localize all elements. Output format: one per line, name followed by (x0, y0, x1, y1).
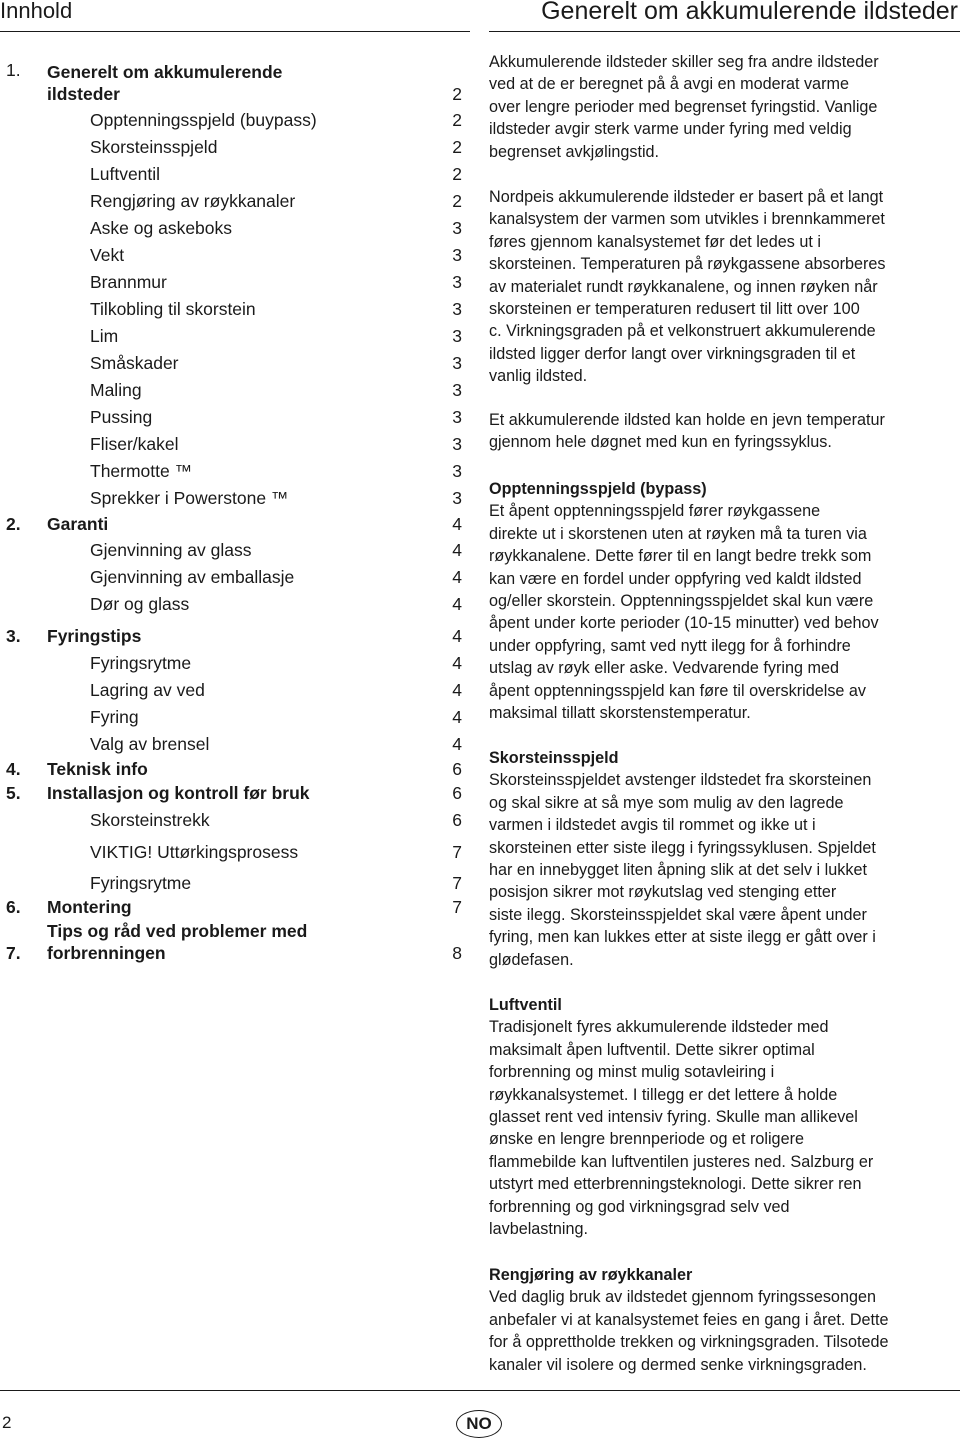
contents-title: Innhold (0, 0, 73, 23)
text-line: forbrenning og god virkningsgrad selv ved (489, 1197, 790, 1216)
text-line: Et akkumulerende ildsted kan holde en jevn temperatur (489, 411, 885, 429)
text-line: varmen i ildstedet avgis til rommet og ikke ut i (489, 816, 816, 835)
toc-entry-title: Brannmur (90, 272, 167, 292)
text-line: åpent opptenningsspjeld kan føre til overskridelse av (489, 681, 867, 700)
toc-page-number: 3 (452, 218, 462, 238)
text-line: over lengre perioder med begrenset fyringstid. Vanlige (489, 97, 878, 116)
toc-entry-title: Lim (90, 326, 119, 346)
text-line: for å opprettholde trekken og virkningsgraden. Tilsotede (489, 1333, 889, 1352)
toc-entry-title: Gjenvinning av glass (90, 540, 252, 560)
toc-chapter-title: Generelt om akkumulerende (47, 62, 283, 82)
text-section (489, 51, 879, 163)
text-line: Ved daglig bruk av ildstedet gjennom fyringssesongen (489, 1288, 876, 1307)
text-line: utstyrt med etterbrenningsteknologi. Dette sikrer ren (489, 1175, 862, 1194)
section-heading: Opptenningsspjeld (bypass) (489, 480, 707, 498)
text-line: posisjon sikrer mot røykutslag ved stenging etter (489, 883, 837, 902)
text-line: c. Virkningsgraden på et velkonstruert akkumulerende (489, 322, 876, 341)
language-badge: NO (456, 1410, 502, 1438)
toc-chapter-number: 2. (6, 514, 21, 534)
text-line: maksimalt åpen luftventil. Dette sikrer optimal (489, 1040, 815, 1059)
toc-page-number: 7 (452, 897, 462, 917)
toc-page-number: 2 (452, 164, 462, 184)
toc-chapter-title: Fyringstips (47, 626, 142, 646)
toc-page-number: 4 (452, 626, 462, 646)
section-heading: Rengjøring av røykkanaler (489, 1266, 693, 1284)
toc-page-number: 3 (452, 353, 462, 373)
text-line: kan være en fordel under oppfyring ved kaldt ildsted (489, 569, 862, 588)
toc-page-number: 2 (452, 84, 462, 104)
toc-page-number: 7 (452, 842, 462, 862)
text-line: føres gjennom kanalsystemet før det ledes ut i (489, 232, 821, 251)
toc-page-number: 2 (452, 191, 462, 211)
text-line: gjennom hele døgnet med kun en fyringssyklus. (489, 433, 832, 452)
text-line: ønske en lengre brennperiode og et roligere (489, 1130, 804, 1149)
toc-page-number: 4 (452, 540, 462, 560)
text-line: ildsteder avgir sterk varme under fyring med veldig (489, 120, 852, 139)
toc-entry-title: Gjenvinning av emballasje (90, 567, 295, 587)
toc-entry-title: Maling (90, 380, 142, 400)
text-line: Skorsteinsspjeldet avstenger ildstedet fra skorsteinen (489, 771, 872, 790)
toc-entry-title: Thermotte ™ (90, 461, 193, 481)
toc-entry-title: Lagring av ved (90, 680, 205, 700)
toc-page-number: 4 (452, 734, 462, 754)
toc-entry-title: Fyring (90, 707, 139, 727)
toc-page-number: 3 (452, 488, 462, 508)
toc-entry-title: VIKTIG! Uttørkingsprosess (90, 842, 299, 862)
toc-entry-title: Opptenningsspjeld (buypass) (90, 110, 317, 130)
toc-page-number: 3 (452, 407, 462, 427)
toc-chapter-title: Garanti (47, 514, 109, 534)
toc-page-number: 6 (452, 783, 462, 803)
toc-entry-title: Dør og glass (90, 594, 190, 614)
toc-chapter-number: 4. (6, 759, 21, 779)
text-line: har en innebygget liten åpning slik at det selv i lukket (489, 861, 867, 880)
text-line: maksimal tillatt skorstenstemperatur. (489, 704, 751, 723)
text-line: av materialet rundt røykkanalene, og innen røyken når (489, 277, 878, 296)
toc-page-number: 4 (452, 567, 462, 587)
toc-page-number: 2 (452, 137, 462, 157)
page-number: 2 (2, 1413, 12, 1432)
toc-page-number: 6 (452, 759, 462, 779)
text-line: under oppfyring, samt ved nytt ilegg for å forhindre (489, 636, 851, 655)
toc-chapter-number: 6. (6, 897, 21, 917)
toc-entry-title: Luftventil (90, 164, 161, 184)
text-line: direkte ut i skorstenen uten at røyken må ta turen via (489, 524, 867, 543)
text-line: og skal sikre at så mye som mulig av den lagrede (489, 793, 844, 812)
toc-chapter-title: forbrenningen (47, 943, 166, 963)
text-section (489, 1264, 889, 1376)
header-divider-right (489, 31, 960, 32)
text-line: Tradisjonelt fyres akkumulerende ildsteder med (489, 1018, 829, 1037)
toc-entry-title: Sprekker i Powerstone ™ (90, 488, 289, 508)
text-line: røykkanalene. Dette fører til en langt bedre trekk som (489, 547, 872, 566)
section-heading: Luftventil (489, 996, 562, 1014)
toc-chapter-number: 3. (6, 626, 21, 646)
toc-entry-title: Pussing (90, 407, 153, 427)
text-line: utslag av røyk eller aske. Vedvarende fyring med (489, 659, 839, 678)
toc-page-number: 3 (452, 326, 462, 346)
toc-entry-title: Vekt (90, 245, 125, 265)
text-line: skorsteinen. Temperaturen på røykgassene absorberes (489, 255, 886, 274)
text-line: skorsteinen er temperaturen redusert til litt over 100 (489, 300, 860, 319)
text-line: begrenset avkjølingstid. (489, 142, 660, 161)
text-line: glødefasen. (489, 950, 574, 969)
toc-page-number: 4 (452, 707, 462, 727)
text-line: forbrenning og minst mulig sotavleiring i (489, 1063, 775, 1082)
text-line: og/eller skorstein. Opptenningsspjeldet skal kun være (489, 592, 874, 611)
toc-page-number: 2 (452, 110, 462, 130)
text-line: flammebilde kan luftventilen justeres ned. Salzburg er (489, 1152, 874, 1171)
toc-page-number: 4 (452, 653, 462, 673)
toc-entry-title: Fliser/kakel (90, 434, 179, 454)
text-line: Akkumulerende ildsteder skiller seg fra andre ildsteder (489, 53, 879, 71)
text-line: anbefaler vi at kanalsystemet feies en gang i året. Dette (489, 1310, 889, 1329)
toc-entry-title: Skorsteinsspjeld (90, 137, 218, 157)
toc-entry-title: Småskader (90, 353, 179, 373)
toc-entry-title: Fyringsrytme (90, 873, 192, 893)
text-section (489, 409, 885, 454)
text-section (489, 478, 879, 724)
toc-chapter-title: Installasjon og kontroll før bruk (47, 783, 310, 803)
toc-page-number: 3 (452, 245, 462, 265)
text-line: åpent under korte perioder (10-15 minutter) ved behov (489, 614, 879, 633)
toc-page-number: 6 (452, 810, 462, 830)
text-line: vanlig ildsted. (489, 367, 588, 386)
footer-divider (0, 1390, 960, 1391)
section-page-title: Generelt om akkumulerende ildsteder (541, 0, 958, 25)
text-line: kanaler vil isolere og dermed senke virkningsgraden. (489, 1355, 867, 1374)
text-line: ved at de er beregnet på å avgi en moderat varme (489, 75, 849, 94)
toc-entry-title: Fyringsrytme (90, 653, 192, 673)
toc-entry-title: Tilkobling til skorstein (90, 299, 256, 319)
text-line: skorsteinen etter siste ilegg i fyringssyklusen. Spjeldet (489, 838, 876, 857)
toc-page-number: 4 (452, 680, 462, 700)
text-line: lavbelastning. (489, 1220, 588, 1239)
toc-entry-title: Valg av brensel (90, 734, 210, 754)
toc-page-number: 3 (452, 434, 462, 454)
text-line: røykkanalsystemet. I tillegg er det lettere å holde (489, 1085, 838, 1104)
toc-chapter-title: ildsteder (47, 84, 120, 104)
text-section (489, 186, 886, 388)
toc-chapter-title: Tips og råd ved problemer med (47, 921, 308, 941)
toc-chapter-number: 5. (6, 783, 21, 803)
toc-entry-title: Skorsteinstrekk (90, 810, 210, 830)
text-line: Nordpeis akkumulerende ildsteder er basert på et langt (489, 188, 884, 206)
toc-page-number: 3 (452, 272, 462, 292)
toc-chapter-number: 7. (6, 943, 21, 963)
section-heading: Skorsteinsspjeld (489, 749, 619, 767)
toc-entry-title: Rengjøring av røykkanaler (90, 191, 296, 211)
toc-page-number: 3 (452, 380, 462, 400)
header-divider-left (0, 31, 470, 32)
toc-page-number: 3 (452, 299, 462, 319)
toc-page-number: 8 (452, 943, 462, 963)
toc-page-number: 4 (452, 514, 462, 534)
text-line: Et åpent opptenningsspjeld fører røykgassene (489, 502, 821, 521)
text-line: kanalsystem der varmen som utvikles i brennkammeret (489, 210, 885, 229)
toc-chapter-number: 1. (6, 60, 21, 80)
toc-entry-title: Aske og askeboks (90, 218, 233, 238)
text-section (489, 994, 873, 1240)
text-line: ildsted ligger derfor langt over virkningsgraden til et (489, 344, 856, 363)
toc-page-number: 3 (452, 461, 462, 481)
text-line: fyring, men kan lukkes etter at siste ilegg er gått over i (489, 928, 876, 947)
toc-chapter-title: Teknisk info (47, 759, 148, 779)
toc-chapter-title: Montering (47, 897, 132, 917)
toc-page-number: 7 (452, 873, 462, 893)
text-line: siste ilegg. Skorsteinsspjeldet skal være åpent under (489, 905, 867, 924)
text-section (489, 747, 876, 971)
text-line: glasset rent ved intensiv fyring. Skulle man allikevel (489, 1108, 858, 1127)
toc-page-number: 4 (452, 594, 462, 614)
